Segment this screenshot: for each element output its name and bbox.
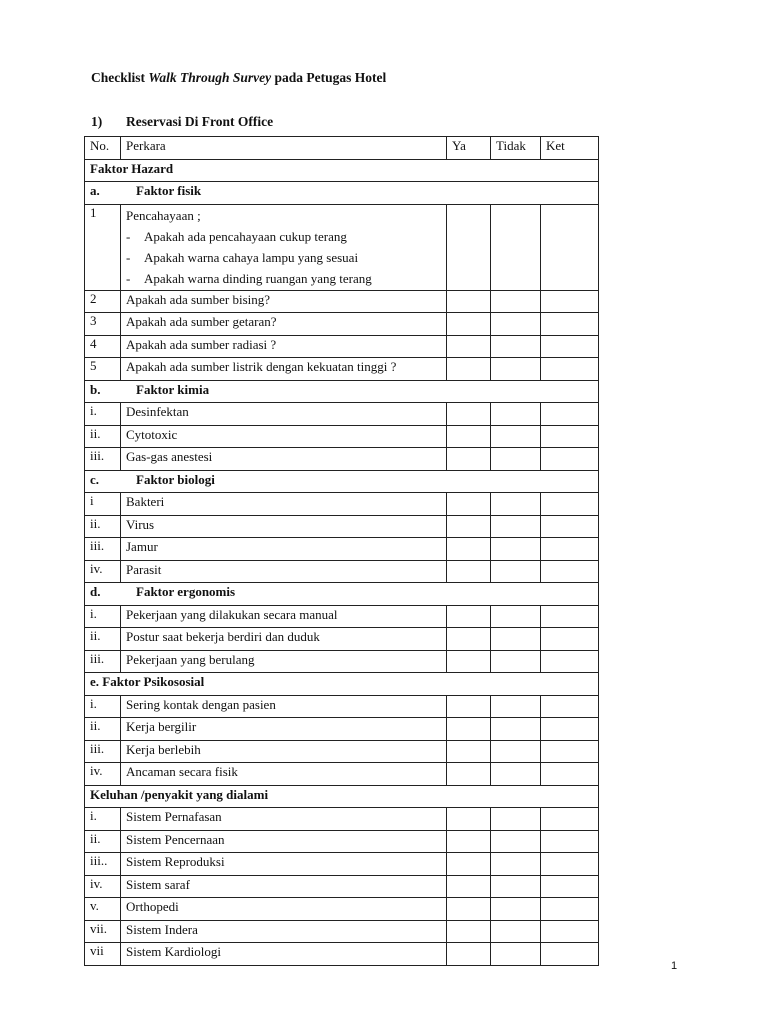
subitem-text: Apakah warna cahaya lampu yang sesuai <box>144 250 359 266</box>
ket-cell[interactable] <box>541 290 599 313</box>
bullet-dash: - <box>126 271 131 287</box>
row-number: ii. <box>85 628 121 651</box>
ya-cell[interactable] <box>447 853 491 876</box>
perkara-text: Apakah ada sumber listrik dengan kekuatan tinggi ? <box>126 359 397 375</box>
table-row <box>85 830 599 853</box>
table-row <box>85 358 599 381</box>
table-row <box>85 808 599 831</box>
title-suffix: pada Petugas Hotel <box>271 70 387 85</box>
perkara-text: Kerja berlebih <box>126 741 201 757</box>
subgroup-letter: b. <box>90 381 101 397</box>
table-row <box>85 898 599 921</box>
row-number: 4 <box>85 335 121 358</box>
ket-cell[interactable] <box>541 515 599 538</box>
table-row <box>85 628 599 651</box>
ya-cell[interactable] <box>447 943 491 966</box>
group-header: e. Faktor Psikososial <box>85 673 599 696</box>
section-row <box>85 159 599 182</box>
ya-cell[interactable] <box>447 830 491 853</box>
subgroup-header <box>85 380 599 403</box>
table-row <box>85 695 599 718</box>
subgroup-header <box>85 470 599 493</box>
ket-cell[interactable] <box>541 875 599 898</box>
title-italic: Walk Through Survey <box>148 70 272 85</box>
col-header-tidak: Tidak <box>491 137 541 160</box>
subgroup-letter: a. <box>90 183 100 198</box>
subgroup-letter: d. <box>90 584 101 600</box>
tidak-cell[interactable] <box>491 920 541 943</box>
section-row <box>85 470 599 493</box>
subgroup-header <box>85 182 599 205</box>
perkara-text: Gas-gas anestesi <box>126 449 213 465</box>
ya-cell[interactable] <box>447 628 491 651</box>
row-perkara <box>121 830 447 853</box>
tidak-cell[interactable] <box>491 763 541 786</box>
ya-cell[interactable] <box>447 920 491 943</box>
table-row <box>85 425 599 448</box>
section-row <box>85 380 599 403</box>
ket-cell[interactable] <box>541 628 599 651</box>
row-perkara <box>121 538 447 561</box>
table-row <box>85 515 599 538</box>
row-perkara <box>121 650 447 673</box>
perkara-subitem <box>126 268 442 289</box>
row-number: i <box>85 493 121 516</box>
ket-cell[interactable] <box>541 718 599 741</box>
perkara-text: Sistem Pencernaan <box>126 831 225 847</box>
tidak-cell[interactable] <box>491 425 541 448</box>
tidak-cell[interactable] <box>491 560 541 583</box>
table-row <box>85 943 599 966</box>
subgroup-label: Faktor ergonomis <box>136 584 236 600</box>
row-number: i. <box>85 403 121 426</box>
tidak-cell[interactable] <box>491 605 541 628</box>
group-header: Keluhan /penyakit yang dialami <box>85 785 599 808</box>
row-number: i. <box>85 808 121 831</box>
row-number: 2 <box>85 290 121 313</box>
ya-cell[interactable] <box>447 650 491 673</box>
ket-cell[interactable] <box>541 695 599 718</box>
tidak-cell[interactable] <box>491 290 541 313</box>
tidak-cell[interactable] <box>491 830 541 853</box>
row-number: iv. <box>85 560 121 583</box>
table-row <box>85 313 599 336</box>
ket-cell[interactable] <box>541 605 599 628</box>
row-number: iii. <box>85 740 121 763</box>
ket-cell[interactable] <box>541 943 599 966</box>
tidak-cell[interactable] <box>491 943 541 966</box>
perkara-text: Parasit <box>126 561 162 577</box>
section-row <box>85 673 599 696</box>
table-row <box>85 740 599 763</box>
section-row <box>85 583 599 606</box>
ya-cell[interactable] <box>447 538 491 561</box>
row-perkara <box>121 290 447 313</box>
ya-cell[interactable] <box>447 605 491 628</box>
row-number: iv. <box>85 763 121 786</box>
row-number: iii.. <box>85 853 121 876</box>
bullet-dash: - <box>126 228 131 244</box>
ket-cell[interactable] <box>541 403 599 426</box>
row-number: i. <box>85 695 121 718</box>
row-number: ii. <box>85 830 121 853</box>
subgroup-header <box>85 583 599 606</box>
row-number: ii. <box>85 718 121 741</box>
perkara-subitem <box>126 226 442 247</box>
row-perkara <box>121 875 447 898</box>
group-header: Faktor Hazard <box>85 159 599 182</box>
row-number: ii. <box>85 425 121 448</box>
ya-cell[interactable] <box>447 560 491 583</box>
tidak-cell[interactable] <box>491 718 541 741</box>
table-row <box>85 493 599 516</box>
perkara-text: Ancaman secara fisik <box>126 764 238 780</box>
tidak-cell[interactable] <box>491 898 541 921</box>
row-perkara <box>121 898 447 921</box>
tidak-cell[interactable] <box>491 204 541 290</box>
table-row <box>85 403 599 426</box>
ket-cell[interactable] <box>541 763 599 786</box>
table-body <box>85 159 599 965</box>
ket-cell[interactable] <box>541 448 599 471</box>
ket-cell[interactable] <box>541 650 599 673</box>
tidak-cell[interactable] <box>491 403 541 426</box>
row-perkara <box>121 335 447 358</box>
tidak-cell[interactable] <box>491 313 541 336</box>
section-heading <box>91 114 273 130</box>
perkara-text: Bakteri <box>126 494 165 510</box>
row-number: vii <box>85 943 121 966</box>
row-number: 1 <box>85 204 121 290</box>
ya-cell[interactable] <box>447 403 491 426</box>
col-header-ket: Ket <box>541 137 599 160</box>
ya-cell[interactable] <box>447 493 491 516</box>
row-perkara <box>121 560 447 583</box>
ket-cell[interactable] <box>541 830 599 853</box>
ket-cell[interactable] <box>541 358 599 381</box>
ket-cell[interactable] <box>541 493 599 516</box>
subitem-text: Apakah ada pencahayaan cukup terang <box>144 228 347 244</box>
ya-cell[interactable] <box>447 718 491 741</box>
row-number: 3 <box>85 313 121 336</box>
ya-cell[interactable] <box>447 695 491 718</box>
ya-cell[interactable] <box>447 898 491 921</box>
checklist-table <box>84 136 599 966</box>
table-row <box>85 718 599 741</box>
tidak-cell[interactable] <box>491 538 541 561</box>
table-row <box>85 763 599 786</box>
row-perkara <box>121 403 447 426</box>
ya-cell[interactable] <box>447 448 491 471</box>
table-row <box>85 290 599 313</box>
row-number: i. <box>85 605 121 628</box>
row-perkara <box>121 808 447 831</box>
table-row <box>85 538 599 561</box>
subgroup-label: Faktor kimia <box>136 381 210 397</box>
row-number: iii. <box>85 538 121 561</box>
ket-cell[interactable] <box>541 560 599 583</box>
perkara-text: Virus <box>126 516 155 532</box>
tidak-cell[interactable] <box>491 695 541 718</box>
ya-cell[interactable] <box>447 358 491 381</box>
tidak-cell[interactable] <box>491 515 541 538</box>
section-row <box>85 785 599 808</box>
table-row <box>85 875 599 898</box>
row-number: 5 <box>85 358 121 381</box>
ket-cell[interactable] <box>541 853 599 876</box>
ket-cell[interactable] <box>541 335 599 358</box>
row-number: iii. <box>85 650 121 673</box>
perkara-text: Sering kontak dengan pasien <box>126 696 276 712</box>
table-row <box>85 204 599 290</box>
row-number: iv. <box>85 875 121 898</box>
table-row <box>85 920 599 943</box>
table-row <box>85 335 599 358</box>
ya-cell[interactable] <box>447 875 491 898</box>
section-label: Reservasi Di Front Office <box>126 114 274 129</box>
col-header-ya: Ya <box>447 137 491 160</box>
row-perkara <box>121 943 447 966</box>
row-perkara <box>121 425 447 448</box>
subitem-text: Apakah warna dinding ruangan yang terang <box>144 271 372 287</box>
ya-cell[interactable] <box>447 204 491 290</box>
table-row <box>85 650 599 673</box>
table-row <box>85 605 599 628</box>
row-perkara <box>121 358 447 381</box>
row-perkara <box>121 695 447 718</box>
row-perkara <box>121 853 447 876</box>
ket-cell[interactable] <box>541 313 599 336</box>
table-row <box>85 853 599 876</box>
perkara-text: Desinfektan <box>126 404 189 420</box>
perkara-text: Kerja bergilir <box>126 719 197 735</box>
perkara-text: Pekerjaan yang dilakukan secara manual <box>126 606 338 622</box>
bullet-dash: - <box>126 250 131 266</box>
row-perkara <box>121 493 447 516</box>
ya-cell[interactable] <box>447 335 491 358</box>
ya-cell[interactable] <box>447 425 491 448</box>
row-number: vii. <box>85 920 121 943</box>
document-title <box>91 70 386 86</box>
tidak-cell[interactable] <box>491 650 541 673</box>
subgroup-label: Faktor fisik <box>136 183 202 198</box>
row-perkara <box>121 763 447 786</box>
row-perkara <box>121 448 447 471</box>
ket-cell[interactable] <box>541 538 599 561</box>
ya-cell[interactable] <box>447 515 491 538</box>
title-prefix: Checklist <box>91 70 149 85</box>
perkara-text: Pekerjaan yang berulang <box>126 651 255 667</box>
page-number: 1 <box>671 960 678 972</box>
row-perkara <box>121 313 447 336</box>
perkara-text: Sistem Pernafasan <box>126 809 222 825</box>
ya-cell[interactable] <box>447 740 491 763</box>
ket-cell[interactable] <box>541 808 599 831</box>
tidak-cell[interactable] <box>491 628 541 651</box>
perkara-text: Sistem Kardiologi <box>126 944 221 960</box>
ya-cell[interactable] <box>447 290 491 313</box>
table-row <box>85 560 599 583</box>
perkara-text: Sistem saraf <box>126 876 190 892</box>
row-number: v. <box>85 898 121 921</box>
perkara-text: Jamur <box>126 539 158 555</box>
perkara-text: Postur saat bekerja berdiri dan duduk <box>126 629 320 645</box>
perkara-text: Apakah ada sumber bising? <box>126 291 271 307</box>
ya-cell[interactable] <box>447 763 491 786</box>
perkara-text: Sistem Indera <box>126 921 198 937</box>
tidak-cell[interactable] <box>491 358 541 381</box>
row-perkara <box>121 920 447 943</box>
tidak-cell[interactable] <box>491 740 541 763</box>
ket-cell[interactable] <box>541 425 599 448</box>
col-header-perkara: Perkara <box>121 137 447 160</box>
tidak-cell[interactable] <box>491 493 541 516</box>
tidak-cell[interactable] <box>491 808 541 831</box>
perkara-text: Apakah ada sumber radiasi ? <box>126 336 277 352</box>
row-perkara <box>121 605 447 628</box>
perkara-text: Pencahayaan ; <box>126 207 201 223</box>
perkara-text: Cytotoxic <box>126 426 178 442</box>
ket-cell[interactable] <box>541 740 599 763</box>
row-perkara <box>121 740 447 763</box>
tidak-cell[interactable] <box>491 853 541 876</box>
subgroup-label: Faktor biologi <box>136 471 215 487</box>
ket-cell[interactable] <box>541 920 599 943</box>
col-header-no: No. <box>85 137 121 160</box>
perkara-text: Apakah ada sumber getaran? <box>126 314 277 330</box>
perkara-text: Orthopedi <box>126 899 179 915</box>
ket-cell[interactable] <box>541 204 599 290</box>
ya-cell[interactable] <box>447 808 491 831</box>
tidak-cell[interactable] <box>491 335 541 358</box>
perkara-text: Sistem Reproduksi <box>126 854 225 870</box>
ya-cell[interactable] <box>447 313 491 336</box>
row-number: ii. <box>85 515 121 538</box>
row-number: iii. <box>85 448 121 471</box>
row-perkara <box>121 204 447 290</box>
tidak-cell[interactable] <box>491 875 541 898</box>
table-header-row <box>85 137 599 160</box>
section-number: 1) <box>91 114 103 129</box>
subgroup-letter: c. <box>90 471 100 487</box>
row-perkara <box>121 718 447 741</box>
section-row <box>85 182 599 205</box>
ket-cell[interactable] <box>541 898 599 921</box>
row-perkara <box>121 515 447 538</box>
table-row <box>85 448 599 471</box>
tidak-cell[interactable] <box>491 448 541 471</box>
perkara-subitem <box>126 247 442 268</box>
row-perkara <box>121 628 447 651</box>
